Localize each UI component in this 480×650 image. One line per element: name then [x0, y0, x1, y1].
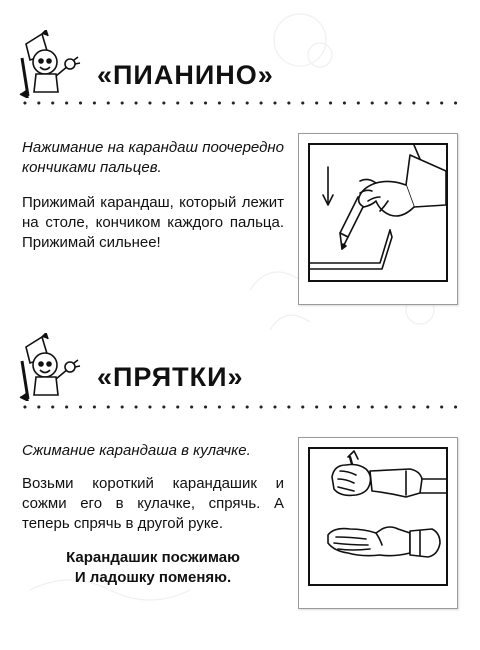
section-title-pryatki: «ПРЯТКИ»: [97, 362, 244, 392]
dotted-divider: [18, 101, 462, 105]
rhyme-line-1: Карандашик посжимаю: [66, 549, 240, 566]
rhyme-line-2: И ладошку поменяю.: [74, 569, 232, 586]
section-instruction: Возьми короткий карандашик и сожми его в кулачке, спрячь. А теперь спрячь в другой руке.: [22, 475, 284, 532]
section-subtitle: Сжимание карандаша в кулачке.: [22, 442, 251, 459]
illustration-frame: [298, 133, 458, 305]
pencil-mascot-icon: [12, 30, 82, 98]
illustration-frame: [298, 437, 458, 609]
section-instruction: Прижимай карандаш, который лежит на столе, кончиком каждого пальца. Прижимай сильнее!: [22, 194, 284, 251]
dotted-divider: [18, 405, 462, 409]
hands-hiding-pencil-icon: [310, 449, 446, 584]
hand-pressing-pencil-icon: [310, 145, 446, 280]
section-subtitle: Нажимание на карандаш поочередно кончиками пальцев.: [22, 139, 284, 176]
pencil-mascot-icon: [12, 333, 82, 401]
section-title-pianino: «ПИАНИНО»: [97, 60, 274, 90]
